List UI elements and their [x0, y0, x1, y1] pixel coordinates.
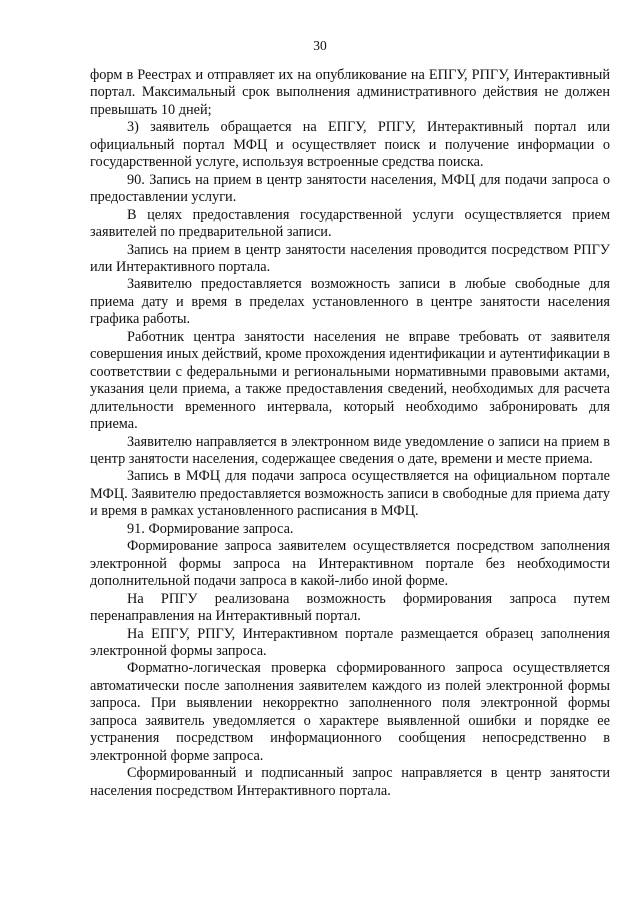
paragraph: Сформированный и подписанный запрос направляется в центр занятости населения посредством Интерактивного портала. [90, 765, 610, 799]
paragraph: Запись на прием в центр занятости населения проводится посредством РПГУ или Интерактивного портала. [90, 241, 610, 275]
section-heading-90: 90. Запись на прием в центр занятости населения, МФЦ для подачи запроса о предоставлении услуги. [90, 171, 610, 206]
paragraph: Форматно-логическая проверка сформированного запроса осуществляется автоматически после заполнения заявителем каждого из полей электронной формы запроса. При выявлении некорректно заполненного поля электронной формы запроса заявитель уведомляется о характере выявленной ошибки и порядке ее устранения посредством информационного сообщения непосредственно в электронной форме запроса. [90, 660, 610, 764]
paragraph: На РПГУ реализована возможность формирования запроса путем перенаправления на Интерактивный портал. [90, 590, 610, 625]
paragraph: Заявителю предоставляется возможность записи в любые свободные для приема дату и время в пределах установленного в центре занятости населения графика работы. [90, 276, 610, 328]
paragraph: 3) заявитель обращается на ЕПГУ, РПГУ, Интерактивный портал или официальный портал МФЦ и осуществляет поиск и получение информации о государственной услуге, используя встроенные средства поиска. [90, 119, 610, 171]
paragraph: форм в Реестрах и отправляет их на опубликование на ЕПГУ, РПГУ, Интерактивный портал. Максимальный срок выполнения административного действия не должен превышать 10 дней; [90, 67, 610, 118]
paragraph: Формирование запроса заявителем осуществляется посредством заполнения электронной формы запроса на Интерактивном портале без необходимости дополнительной подачи запроса в какой-либо иной форме. [90, 538, 610, 590]
paragraph: Заявителю направляется в электронном виде уведомление о записи на прием в центр занятости населения, содержащее сведения о дате, времени и месте приема. [90, 433, 610, 467]
paragraph: В целях предоставления государственной услуги осуществляется прием заявителей по предварительной записи. [90, 206, 610, 241]
paragraph: На ЕПГУ, РПГУ, Интерактивном портале размещается образец заполнения электронной формы запроса. [90, 625, 610, 659]
section-heading-91: 91. Формирование запроса. [127, 520, 294, 537]
paragraph: Запись в МФЦ для подачи запроса осуществляется на официальном портале МФЦ. Заявителю предоставляется возможность записи в свободные для приема дату и время в рамках установленного расписания в МФЦ. [90, 468, 610, 520]
paragraph: Работник центра занятости населения не вправе требовать от заявителя совершения иных действий, кроме прохождения идентификации и аутентификации в соответствии с федеральными и региональными нормативными правовыми актами, указания цели приема, а также предоставления сведений, необходимых для расчета длительности временного интервала, который необходимо забронировать для приема. [90, 328, 610, 433]
page-number: 30 [313, 38, 327, 53]
document-body [90, 67, 610, 800]
